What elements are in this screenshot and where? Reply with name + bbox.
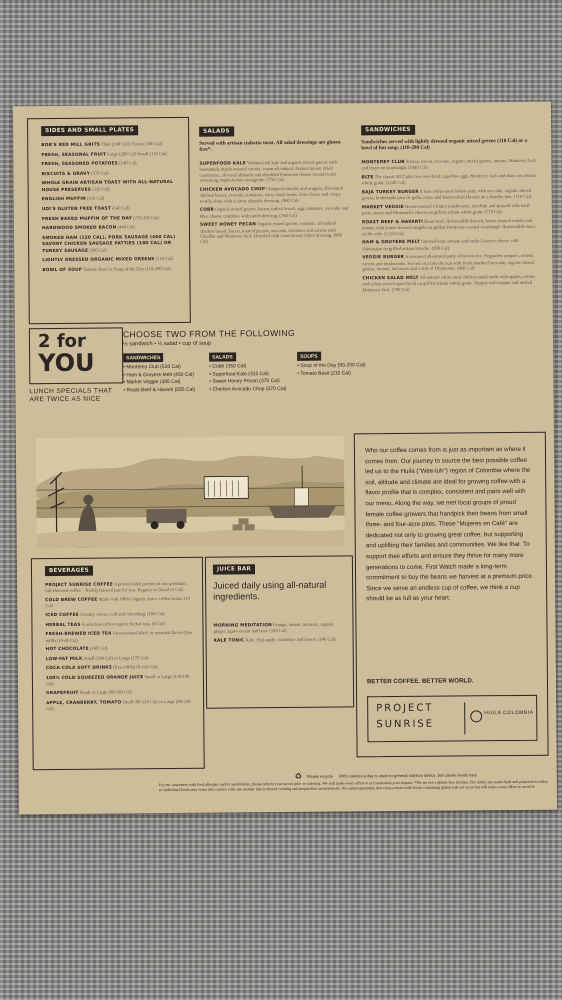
menu-item-description: (free refills) (0-120 Cal) (112, 664, 158, 670)
menu-item-name: VEGGIE BURGER (362, 255, 405, 261)
menu-item (362, 173, 538, 186)
menu-item-name: APPLE, CRANBERRY, TOMATO (46, 700, 122, 706)
menu-item (45, 596, 195, 609)
menu-item-name: KALE TONIC (213, 638, 245, 644)
menu-item-name: COCA-COLA SOFT DRINKS (45, 665, 113, 672)
menu-item-name: ROAST BEEF & HAVARTI (361, 219, 424, 226)
menu-item (362, 253, 538, 272)
menu-item (42, 195, 178, 203)
salads-intro: Served with artisan ciabatta toast. All salad dressings are gluten free*. (199, 139, 341, 153)
menu-item (46, 630, 196, 643)
menu-item (45, 620, 195, 628)
menu-item-description: Turkey, bacon, avocado, organic mixed greens, tomato, Monterey Jack and mayo on sourdough. (1040 Cal) (361, 157, 536, 171)
menu-item (42, 214, 178, 222)
menu-item-description: A lean white-meat turkey patty with avocado, organic mixed greens, homemade pico de gallo, mayo and Horseradish Havarti on a brioche bun. (710 Cal) (361, 187, 532, 201)
menu-item (200, 206, 350, 219)
menu-item-description: Tomato Basil or Soup of the Day (110-290 Cal) (82, 265, 171, 272)
two-for-you-option: • Market Veggie (385 Cal) (123, 379, 181, 386)
menu-item-description: A private-label portion of our premium, full-flavored coffee – freshly brewed just for you. Regular or Decaf (5 Cal) (45, 580, 187, 594)
menu-item-description: (270-350 Cal) (131, 214, 160, 220)
beverages-header: BEVERAGES (45, 566, 93, 576)
menu-item (41, 151, 177, 159)
menu-item-name: 100% COLD SQUEEZED ORANGE JUICE (45, 675, 144, 682)
two-for-you-sandwiches (123, 364, 209, 395)
menu-item-description: Chopped romaine and arugula, all-natural chicken breast, avocado, tomatoes, corn, black beans, Feta cheese and crispy tortilla chips with a citrus chipotle dressing. (860 Cal) (199, 185, 344, 204)
logo-project: PROJECT (376, 702, 434, 715)
project-sunrise-logo (367, 695, 537, 742)
menu-item-description: (440 Cal) (116, 224, 136, 230)
menu-item-name: SWEET HONEY PECAN (199, 222, 257, 228)
menu-item-description: Organic mixed greens, romaine, all-natural chicken breast, bacon, toasted pecans, avocado, tomatoes and carrots with Cheddar and Monterey Jack. Drizzled with warm honey Dijon dressing. (880 Cal) (199, 220, 342, 245)
menu-item-name: COLD BREW COFFEE (45, 597, 98, 604)
menu-item-description: (140 Cal) (88, 645, 108, 651)
menu-item (200, 221, 350, 245)
juice-list (213, 621, 347, 647)
two-for-you-option: • Chicken Avocado Chop (370 Cal) (209, 385, 287, 393)
menu-item (46, 674, 196, 687)
menu-item-name: MONTEREY CLUB (361, 159, 405, 166)
two-for-you-option: • Ham & Gruyere Melt (450 Cal) (123, 371, 194, 379)
salads-header: SALADS (199, 126, 234, 136)
menu-item (46, 655, 196, 663)
juice-bar-header: JUICE BAR (213, 564, 255, 574)
menu-item-name: CHICKEN AVOCADO CHOP (199, 186, 266, 193)
menu-item (46, 664, 196, 672)
recycle-icon: ♻ (294, 771, 302, 781)
menu-item (42, 266, 178, 274)
menu-item-description: The classic BLT plus two over-hard cage-free eggs, Monterey Jack and mayo on artisan whole grain. (1240 Cal) (361, 172, 536, 186)
menu-item-name: LOW-FAT MILK (45, 656, 83, 662)
menu-item-description: Roast beef, Horseradish Havarti, house-roasted onions and tomato with lemon dressed arugula on grilled Parmesan-crusted sourdough. Horseradish mayo on the side. (1110 Cal) (361, 217, 536, 237)
two-for-you-logo-bottom: YOU (38, 348, 95, 378)
allergy-note: For our customers with food allergies and/or sensitivities, please inform your server prior to ordering. We will make every effort to accommodate your request. *We are not a gluten-free kitchen. Our dishes are made fresh and prepared-to-order, so individual foods may come into contact with one another due to shared cooking and preparation areas/utensils. We cannot guarantee that cross-contact with foods containing gluten will not occur but will make every effort to avoid it. (158, 778, 549, 792)
menu-item-name: BLTE (361, 175, 374, 181)
two-for-you-salads (209, 363, 299, 394)
menu-page (13, 102, 557, 815)
menu-item-description: A seasoned all-natural patty of brown rice, Peppadew peppers, onions, carrots and mushrooms. Served on a brioche bun with fresh smashed avocado, organic mixed greens, tomato, red onion and a side of Dijonnaise. (460 Cal) (362, 253, 535, 272)
menu-item-name: BOB'S RED MILL GRITS (41, 142, 101, 149)
menu-item-description: Vitamin-rich kale and organic mixed greens with homemade maple-roasted carrots, warm all-natural chicken breast, dried cranberries, slivered almonds and shredded Parmesan cheese tossed in our refreshing maple-lemon vinaigrette. (750 Cal) (199, 159, 337, 183)
sandwiches-intro: Sandwiches served with lightly dressed organic mixed greens (110 Cal) or a bowl of hot soup. (110-290 Cal) (361, 137, 528, 152)
logo-divider (464, 702, 465, 734)
two-for-you-salads-label: SALADS (209, 352, 236, 361)
menu-item-description: (140 Cal) (110, 205, 130, 211)
menu-item-description: (280 Cal) (88, 247, 107, 253)
menu-item-name: SMOKED HAM (120 CAL), PORK SAUSAGE (460 CAL) SAVORY CHICKEN SAUSAGE PATTIES (180 CAL) OR TURKEY SAUSAGE (42, 234, 176, 254)
sandwiches-list (361, 158, 538, 296)
menu-item (45, 581, 195, 594)
menu-item-name: FRESH, SEASONED POTATOES (41, 161, 118, 168)
menu-item-name: BAJA TURKEY BURGER (361, 189, 419, 196)
menu-item-name: FRESH, SEASONAL FRUIT (41, 152, 107, 158)
sandwiches-header: SANDWICHES (361, 125, 415, 135)
menu-item (214, 636, 348, 644)
menu-item-name: UDI'S GLUTEN FREE TOAST (41, 206, 111, 213)
menu-item-description: Orange, lemon, turmeric, organic ginger, agave nectar and beet. (160 Cal) (213, 621, 335, 635)
menu-item (362, 203, 538, 216)
menu-item (199, 159, 349, 183)
two-for-you-option: • Tomato Basil (210 Cal) (297, 370, 351, 377)
menu-item (45, 611, 195, 619)
menu-item (46, 698, 196, 711)
two-for-you-logo-top: 2 for (37, 330, 86, 353)
menu-item-description: A selection of hot organic herbal teas. (0 Cal) (80, 620, 166, 627)
menu-item-name: HAM & GRUYERE MELT (362, 240, 420, 246)
menu-item-name: BISCUITS & GRAVY (41, 171, 91, 177)
menu-item-name: WHOLE GRAIN ARTISAN TOAST WITH ALL-NATURAL HOUSE PRESERVES (41, 180, 174, 193)
calorie-note: 2000 calories a day is used for general nutrition advice, but calorie needs vary. (338, 772, 478, 779)
menu-item-name: HARDWOOD SMOKED BACON (41, 225, 117, 232)
menu-item-name: HERBAL TEAS (45, 622, 81, 628)
sides-list (41, 141, 178, 277)
menu-item-name: FRESH BAKED MUFFIN OF THE DAY (41, 215, 132, 222)
menu-item-description: (570 Cal) (89, 170, 109, 176)
menu-item-name: LIGHTLY DRESSED ORGANIC MIXED GREENS (42, 257, 155, 264)
story-closing: BETTER COFFEE. BETTER WORLD. (366, 677, 474, 686)
menu-item-name: CHICKEN SALAD MELT (362, 275, 419, 282)
menu-item-name: HOT CHOCOLATE (45, 646, 89, 653)
menu-item-description: Made with 100% Organic Aztec coffee beans. (15 Cal) (45, 595, 191, 609)
menu-item (362, 218, 538, 237)
menu-item (213, 621, 347, 634)
menu-item (362, 238, 538, 251)
salads-list (199, 159, 350, 247)
menu-item-description: Large (200 Cal) Small (110 Cal) (106, 150, 167, 157)
recycle-text: Please recycle (306, 773, 333, 779)
coffee-cup-icon (470, 710, 482, 722)
menu-item-description: Small or Large (90/160 Cal) (78, 689, 132, 695)
menu-item (42, 224, 178, 232)
menu-item-name: PROJECT SUNRISE COFFEE (45, 582, 113, 589)
menu-item-description: Small (90-120 Cal) or Large (90-210 Cal) (46, 698, 191, 712)
menu-item-description: (110 Cal) (154, 256, 174, 262)
two-for-you-subheading: ½ sandwich • ½ salad • cup of soup (122, 340, 212, 348)
menu-item-description: House-roasted Crimini mushrooms, zucchini and spinach with basil pesto, mayo and Mozzarella cheese on grilled artisan whole grain. (770 Cal) (361, 202, 530, 216)
menu-item-name: GRAPEFRUIT (46, 690, 79, 697)
two-for-you-sandwiches-label: SANDWICHES (123, 353, 163, 362)
two-for-you-option: • Monterey Club (520 Cal) (123, 363, 181, 371)
menu-item-description: (110 Cal) (85, 195, 105, 202)
two-for-you-soups-label: SOUPS (297, 352, 321, 361)
menu-item-name: MORNING MEDITATION (213, 623, 272, 629)
menu-item (42, 205, 178, 213)
menu-item (200, 185, 350, 204)
menu-item-description: Organic mixed greens, bacon, turkey breast, egg, tomatoes, avocado and Bleu cheese crumbles with ranch dressing. (760 Cal) (199, 205, 349, 219)
menu-item-description: (310 Cal) (90, 186, 110, 192)
menu-item-name: MARKET VEGGIE (361, 204, 404, 211)
menu-item-name: ICED COFFEE (45, 612, 79, 619)
menu-item (362, 274, 538, 293)
two-for-you-option: • Sweet Honey Pecan (375 Cal) (209, 378, 280, 385)
sides-header: SIDES AND SMALL PLATES (41, 125, 138, 136)
menu-item (42, 234, 178, 254)
menu-item (46, 645, 196, 653)
logo-sunrise: SUNRISE (376, 718, 435, 731)
menu-item-name: BOWL OF SOUP (42, 267, 83, 273)
menu-item-name: FRESH-BREWED ICED TEA (45, 631, 112, 638)
two-for-you-option: • Roast Beef & Havarti (555 Cal) (123, 386, 196, 394)
menu-item (41, 160, 177, 168)
menu-item-description: Kale, Fuji apple, cucumber and lemon. (140 Cal) (244, 636, 336, 643)
menu-item (42, 256, 178, 264)
menu-item-name: ENGLISH MUFFIN (41, 197, 86, 203)
menu-item-description: (140 Cal) (117, 160, 137, 166)
story-text: Who our coffee comes from is just as important as where it comes from. Our journey to source the best possible coffee led us to the Huila ("Wee-luh") region of Colombia where the soil, altitude and climate are ideal for growing coffee with a flavor profile that is complex, consistent and pairs well with our menu. Along the way, we met local groups of proud female coffee growers that handpick their beans from small three- and four-acre plots. These "Mujeres en Café" are dedicated not only to growing great coffee, but supporting and uplifting their families and communities. We like that. To support their efforts and ensure they thrive for many more generations to come, First Watch made a long-term commitment to buy the beans we harvest at a premium price. Since we serve an endless cup of coffee, we think a cup should be as full as your heart. (364, 445, 534, 603)
menu-item-description: Small or Large (110/190 Cal) (45, 673, 190, 687)
juice-bar-tagline: Juiced daily using all-natural ingredients. (213, 579, 327, 602)
menu-item-name: SUPERFOOD KALE (199, 161, 246, 167)
two-for-you-heading: CHOOSE TWO FROM THE FOLLOWING (122, 327, 296, 340)
menu-item (42, 179, 178, 193)
menu-item (361, 158, 537, 171)
menu-item-description: Plain (240 Cal) Cheesy (300 Cal) (99, 141, 163, 147)
menu-item (362, 188, 538, 201)
menu-item-name: COBB (199, 207, 215, 213)
menu-item-description: Small (100 Cal) or Large (175 Cal) (82, 654, 149, 661)
menu-item-description: Creamy, sweet, cold and refreshing. (160 Cal) (78, 611, 165, 617)
menu-item-description: Unsweetened black or seasonal flavor (free refills) (0-45 Cal) (45, 630, 193, 643)
two-for-you-soups (297, 362, 367, 378)
menu-item (41, 141, 177, 149)
menu-item-description: All-natural white-meat chicken salad made with apples, raisins and celery served open-faced on grilled artisan whole grain. Topped with tomato and melted Monterey Jack. (700 Cal) (362, 273, 536, 292)
two-for-you-option: • Cobb (350 Cal) (209, 363, 247, 370)
menu-item (46, 689, 196, 697)
logo-huila-colombia: HUILA COLOMBIA (484, 709, 534, 717)
two-for-you-tagline: LUNCH SPECIALS THAT ARE TWICE AS NICE (29, 387, 113, 404)
two-for-you-option: • Superfood Kale (315 Cal) (209, 370, 269, 378)
two-for-you-logo (29, 327, 123, 384)
two-for-you-option: • Soup of the Day (90-200 Cal) (297, 362, 366, 369)
coffee-landscape-illustration (36, 435, 345, 548)
menu-item (41, 170, 177, 178)
beverages-list (45, 581, 196, 715)
menu-item-description: Smoked ham, tomato and melty Gruyere cheese with Dijonnaise on grilled artisan brioche. (900 Cal) (362, 238, 519, 252)
story-panel (354, 432, 549, 758)
